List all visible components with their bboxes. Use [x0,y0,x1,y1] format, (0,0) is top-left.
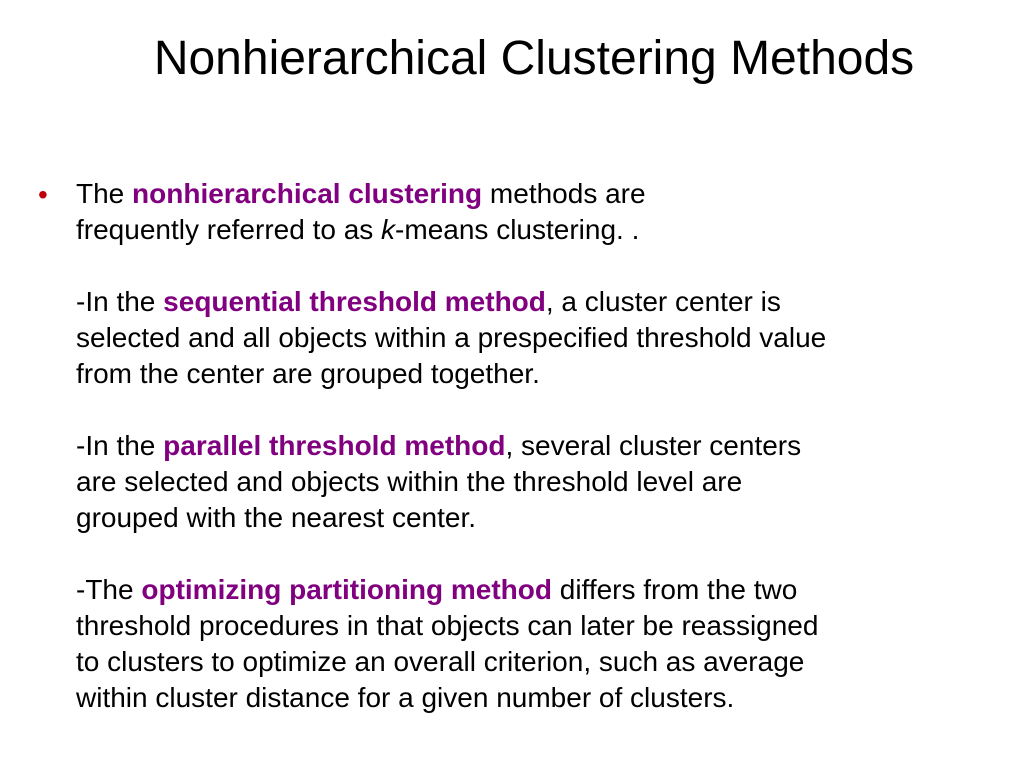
sequential-line-2: selected and all objects within a prespecified threshold value [76,322,827,353]
intro-line-2-suffix: -means clustering. . [395,214,640,245]
sequential-line-1 [76,284,1016,320]
term-optimizing-partitioning-method: optimizing partitioning method [141,574,552,605]
intro-line-2 [76,212,1016,248]
sequential-prefix: -In the [76,286,164,317]
k-symbol: k [381,214,396,245]
optimizing-line-4: within cluster distance for a given number of clusters. [76,682,735,713]
optimizing-prefix: -The [76,574,142,605]
paragraph-gap [76,248,1016,284]
parallel-line-2: are selected and objects within the threshold level are [76,466,743,497]
optimizing-line-3: to clusters to optimize an overall criterion, such as average [76,646,805,677]
intro-line-2-prefix: frequently referred to as [76,214,382,245]
bullet-body [76,176,1016,716]
slide-title: Nonhierarchical Clustering Methods [153,32,915,85]
optimizing-line-1 [76,572,1016,608]
bullet-marker: • [38,179,48,210]
intro-line-1 [76,176,1016,212]
sequential-line-3: from the center are grouped together. [76,358,540,389]
term-parallel-threshold-method: parallel threshold method [163,430,506,461]
intro-prefix: The [76,178,133,209]
term-nonhierarchical-clustering: nonhierarchical clustering [132,178,483,209]
paragraph-gap [76,392,1016,428]
parallel-line-3: grouped with the nearest center. [76,502,477,533]
parallel-line-1 [76,428,1016,464]
optimizing-line-1-suffix: differs from the two [551,574,798,605]
term-sequential-threshold-method: sequential threshold method [163,286,546,317]
optimizing-line-2: threshold procedures in that objects can later be reassigned [76,610,819,641]
intro-line-1-suffix: methods are [482,178,646,209]
paragraph-gap [76,536,1016,572]
parallel-prefix: -In the [76,430,164,461]
sequential-line-1-suffix: , a cluster center is [545,286,781,317]
parallel-line-1-suffix: , several cluster centers [505,430,802,461]
